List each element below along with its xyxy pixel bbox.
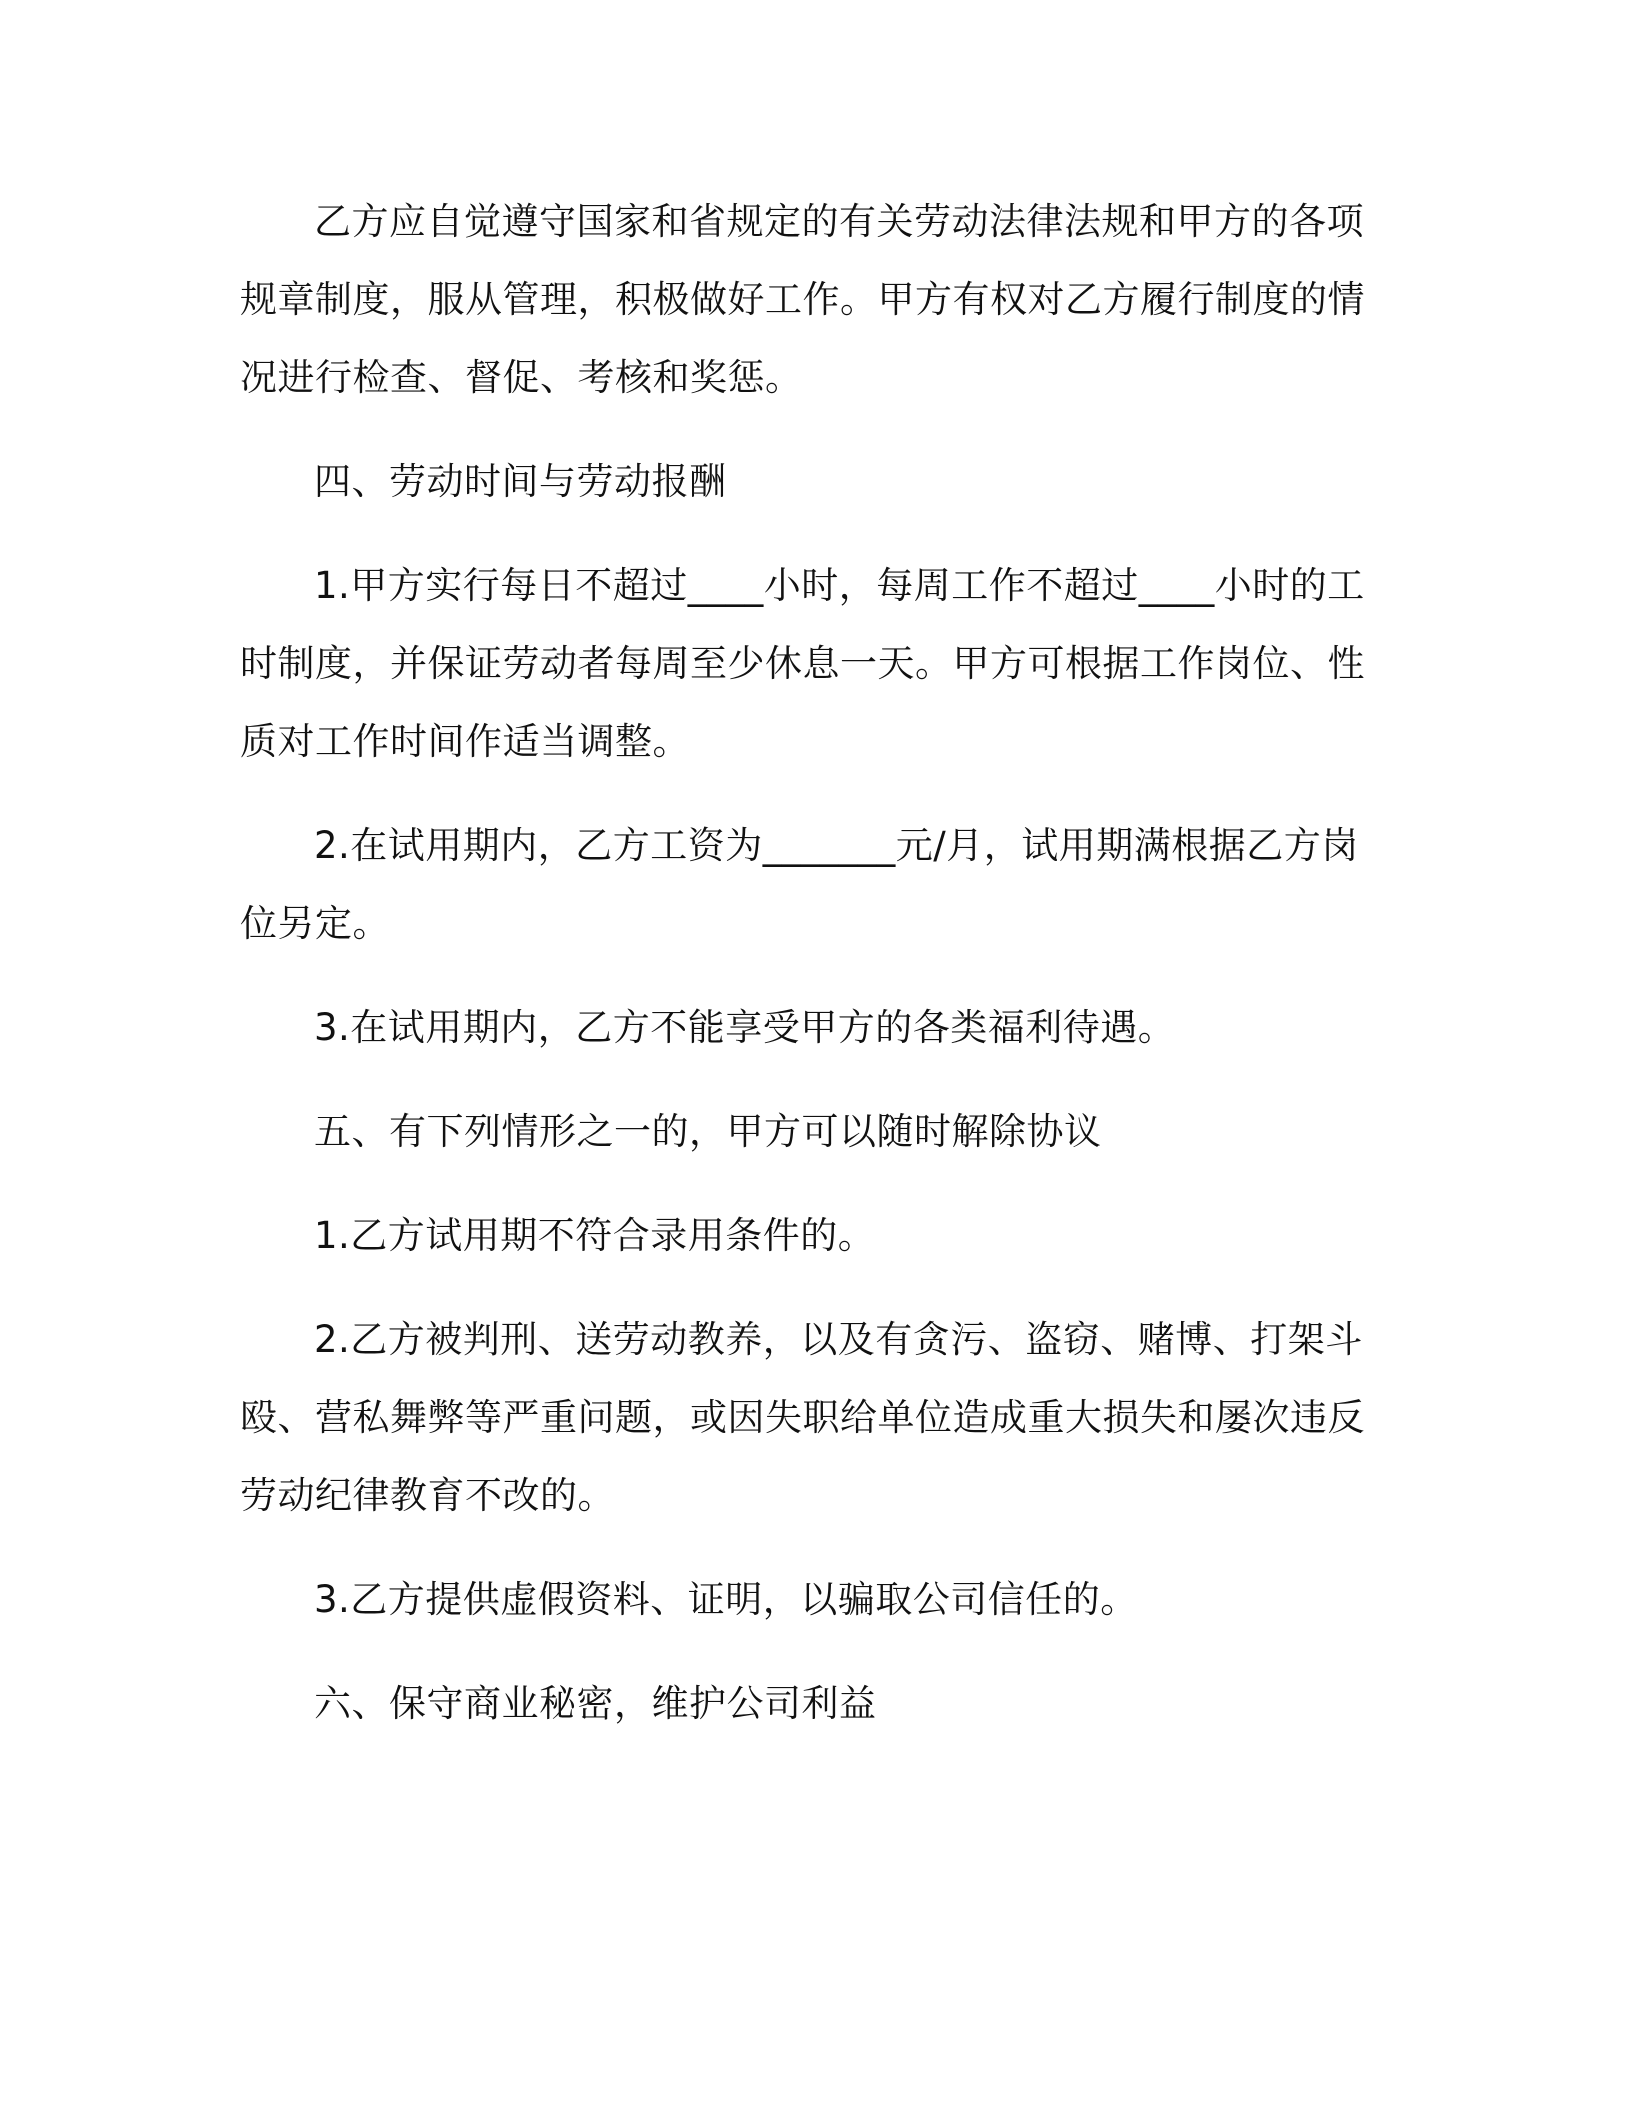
paragraph-termination-1: 1.乙方试用期不符合录用条件的。 bbox=[314, 1214, 876, 1257]
section-heading-working-hours: 四、劳动时间与劳动报酬 bbox=[314, 460, 727, 503]
paragraph-termination-3: 3.乙方提供虚假资料、证明，以骗取公司信任的。 bbox=[314, 1578, 1138, 1621]
paragraph-working-hours: 1.甲方实行每日不超过____小时，每周工作不超过____小时的工时制度，并保证劳动者每周至少休息一天。甲方可根据工作岗位、性质对工作时间作适当调整。 bbox=[240, 564, 1365, 763]
document-body bbox=[240, 183, 1370, 1769]
paragraph-probation-salary: 2.在试用期内，乙方工资为_______元/月，试用期满根据乙方岗位另定。 bbox=[240, 824, 1359, 945]
paragraph-termination-2: 2.乙方被判刑、送劳动教养，以及有贪污、盗窃、赌博、打架斗殴、营私舞弊等严重问题，或因失职给单位造成重大损失和屡次违反劳动纪律教育不改的。 bbox=[240, 1318, 1365, 1517]
section-heading-confidentiality: 六、保守商业秘密，维护公司利益 bbox=[314, 1682, 877, 1725]
section-heading-termination: 五、有下列情形之一的，甲方可以随时解除协议 bbox=[314, 1110, 1102, 1153]
paragraph-probation-benefits: 3.在试用期内，乙方不能享受甲方的各类福利待遇。 bbox=[314, 1006, 1176, 1049]
paragraph-compliance: 乙方应自觉遵守国家和省规定的有关劳动法律法规和甲方的各项规章制度，服从管理，积极做好工作。甲方有权对乙方履行制度的情况进行检查、督促、考核和奖惩。 bbox=[240, 200, 1365, 399]
